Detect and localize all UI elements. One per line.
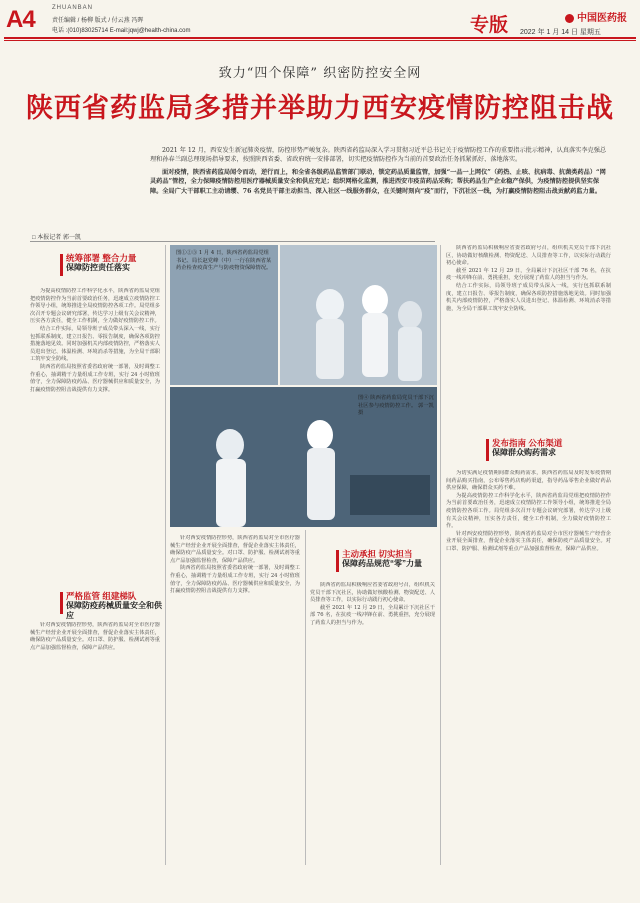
section-subtitle: 保障药品规范“零”力量 — [342, 559, 422, 568]
article-column — [170, 535, 300, 865]
body-paragraph: 结合工作实际，局领导班子成员带头深入一线，实行包抓联系制度，建立日报告、零报告制度，确保各项防控措施落地见效。同时加强机关内部疫情防控，严格落实人员进出登记、体温检测、环境消杀等措施，为全局干部职工筑牢安全防线。 — [30, 325, 160, 363]
header-rule-thin — [4, 40, 636, 41]
section-subtitle: 保障防控责任落实 — [66, 263, 130, 272]
photo-collage-image — [170, 245, 437, 527]
column-divider — [165, 245, 166, 865]
section-title: 发布指南 公布渠道 — [492, 438, 563, 448]
section-heading — [492, 438, 602, 458]
section-heading — [66, 253, 166, 273]
body-paragraph: 截至 2021 年 12 月 29 日，全局累计下沉社区干部 76 名，在抗疫一线冲锋在前、勇挑重担，充分展现了药监人的担当与作为。 — [310, 604, 435, 626]
article-column — [446, 245, 611, 415]
page-header — [0, 0, 640, 40]
newspaper-logo — [565, 9, 627, 24]
article-kicker: 致力“四个保障” 织密防控安全网 — [218, 66, 422, 81]
news-photo — [170, 245, 437, 527]
subhead-bar — [336, 550, 339, 572]
column-divider — [440, 245, 441, 865]
body-paragraph: 陕西省药监局积极响应省委省政府号召，组织机关党员干部下沉社区，协助做好核酸检测、物资配送、人员排查等工作，以实际行动践行初心使命。 — [446, 245, 611, 267]
section-subtitle: 保障防疫药械质量安全和供应 — [66, 601, 162, 620]
body-paragraph: 陕西省药监局按照省委省政府统一部署，及时调整工作重心，抽调精干力量组成工作专班，实行 24 小时值班值守，全力保障防疫药品、医疗器械供应和质量安全，为打赢疫情防控阻击战提供有力支撑。 — [170, 565, 300, 595]
column-name: ZHUANBAN — [52, 5, 94, 11]
newspaper-name: 中国医药报 — [577, 13, 627, 24]
body-paragraph: 针对西安疫情防控形势，陕西省药监局对全市医疗器械生产经营企业开展全面排查，督促企业落实主体责任，确保防疫产品质量安全。对口罩、防护服、检测试剂等重点产品加强监督检查，保障产品供应。 — [30, 622, 160, 651]
article-column — [446, 470, 611, 865]
subhead-bar — [60, 592, 63, 614]
contact-info: 电话 :(010)83025714 E-mail:jqwj@health-china.com — [52, 28, 191, 34]
section-title: 严格监管 组建梯队 — [66, 591, 137, 601]
body-paragraph: 陕西省药监局按照省委省政府统一部署，及时调整工作重心，抽调精干力量组成工作专班，实行 24 小时值班值守，全力保障防疫药品、医疗器械供应和质量安全，为打赢疫情防控阻击战提供有力支撑。 — [30, 363, 160, 393]
body-paragraph: 截至 2021 年 12 月 29 日，全局累计下沉社区干部 76 名，在抗疫一线冲锋在前、勇挑重担，充分展现了药监人的担当与作为。 — [446, 267, 611, 282]
photo-caption: 图④ 陕西省药监局党员干部下沉社区参与疫情防控工作。 郭一凯 摄 — [358, 395, 434, 416]
section-title: 统筹部署 整合力量 — [66, 253, 137, 263]
body-paragraph: 陕西省药监局积极响应省委省政府号召，组织机关党员干部下沉社区，协助做好核酸检测、物资配送、人员排查等工作，以实际行动践行初心使命。 — [310, 582, 435, 604]
subhead-bar — [486, 439, 489, 461]
issue-date: 2022 年 1 月 14 日 星期五 — [520, 29, 601, 36]
article-column — [30, 622, 160, 862]
header-rule — [4, 37, 636, 39]
section-label: 专版 — [470, 15, 509, 36]
section-heading — [66, 591, 166, 621]
article-column — [30, 288, 160, 568]
lead-paragraph: 面对疫情，陕西省药监局闻令而动，逆行而上，和全省各级药品监管部门联动，锁定药品质量监管，加强“一品一上网仪”（药热、止咳、抗病毒、抗菌类药品）“网灵药品”管控，全力保障疫情防控用医疗器械质量安全和供应充足；组织网格化监测，推进西安市疫苗药品采购；帮扶药品生产企业稳产保供，为疫情防控提供坚实保障。全局广大干部职工主动请缨、76 名党员干部主动担当、深入社区一线服务群众，在关键时刻向“疫”而行，下沉社区一线，为打赢疫情防控阻击战贡献药监力量。 — [150, 168, 606, 195]
body-paragraph: 为提高疫情防控工作科学化水平，陕西省药监局党组把疫情防控作为当前首要政治任务，迅速成立疫情防控工作领导小组，统筹推进全局疫情防控各项工作。局党组多次召开专题会议研究部署，传达学习上级有关会议精神，压实各方责任，健全工作机制，全力做好疫情防控工作。 — [30, 288, 160, 325]
body-paragraph: 针对西安疫情防控形势，陕西省药监局对全市医疗器械生产经营企业开展全面排查，督促企业落实主体责任，确保防疫产品质量安全。对口罩、防护服、检测试剂等重点产品加强监督检查，保障产品供应。 — [170, 535, 300, 564]
section-heading — [342, 549, 442, 569]
lead-paragraph: 2021 年 12 月，西安发生新冠肺炎疫情，防控形势严峻复杂。陕西省药监局深入学习贯彻习近平总书记关于疫情防控工作的重要指示批示精神，认真落实李克强总理和孙春兰副总理现场指导要求，按照陕西省委、省政府统一安排部署，切实把疫情防控作为当前的首要政治任务抓紧抓好、落地落实。 — [150, 147, 607, 164]
column-divider — [305, 530, 306, 865]
article-column — [310, 582, 435, 865]
page-number: A4 — [6, 6, 35, 33]
section-subtitle: 保障群众购药需求 — [492, 448, 556, 457]
divider — [30, 241, 435, 242]
photo-caption: 图①②③ 1 月 4 日，陕西省药监局党组书记、局长赵党峰（中）一行在陕西省某药企检查疫苗生产与防疫物资保障情况。 — [176, 250, 272, 271]
body-paragraph: 结合工作实际，局领导班子成员带头深入一线，实行包抓联系制度，建立日报告、零报告制度，确保各项防控措施落地见效。同时加强机关内部疫情防控，严格落实人员进出登记、体温检测、环境消杀等措施，为全局干部职工筑牢安全防线。 — [446, 282, 611, 312]
logo-mark-icon — [565, 14, 574, 23]
body-paragraph: 针对西安疫情防控形势，陕西省药监局对全市医疗器械生产经营企业开展全面排查，督促企业落实主体责任，确保防疫产品质量安全。对口罩、防护服、检测试剂等重点产品加强监督检查，保障产品供应。 — [446, 530, 611, 552]
article-headline: 陕西省药监局多措并举助力西安疫情防控阻击战 — [26, 93, 614, 123]
section-title: 主动承担 切实担当 — [342, 549, 413, 559]
editor-credits: 责任编辑 / 杨柳 版式 / 付云燕 冯晖 — [52, 18, 144, 24]
subhead-bar — [60, 254, 63, 276]
article-lead — [150, 146, 608, 199]
body-paragraph: 为提高疫情防控工作科学化水平，陕西省药监局党组把疫情防控作为当前首要政治任务，迅速成立疫情防控工作领导小组，统筹推进全局疫情防控各项工作。局党组多次召开专题会议研究部署，传达学习上级有关会议精神，压实各方责任，健全工作机制，全力做好疫情防控工作。 — [446, 492, 611, 530]
body-paragraph: 为切实满足疫情期间群众购药需求，陕西省药监局及时发布疫情期间药品购买指南，公布零售药店购药渠道，指导药品零售企业做好药品供应保障，确保群众买药不难。 — [446, 470, 611, 492]
byline: □ 本报记者 郭一凯 — [32, 235, 81, 241]
